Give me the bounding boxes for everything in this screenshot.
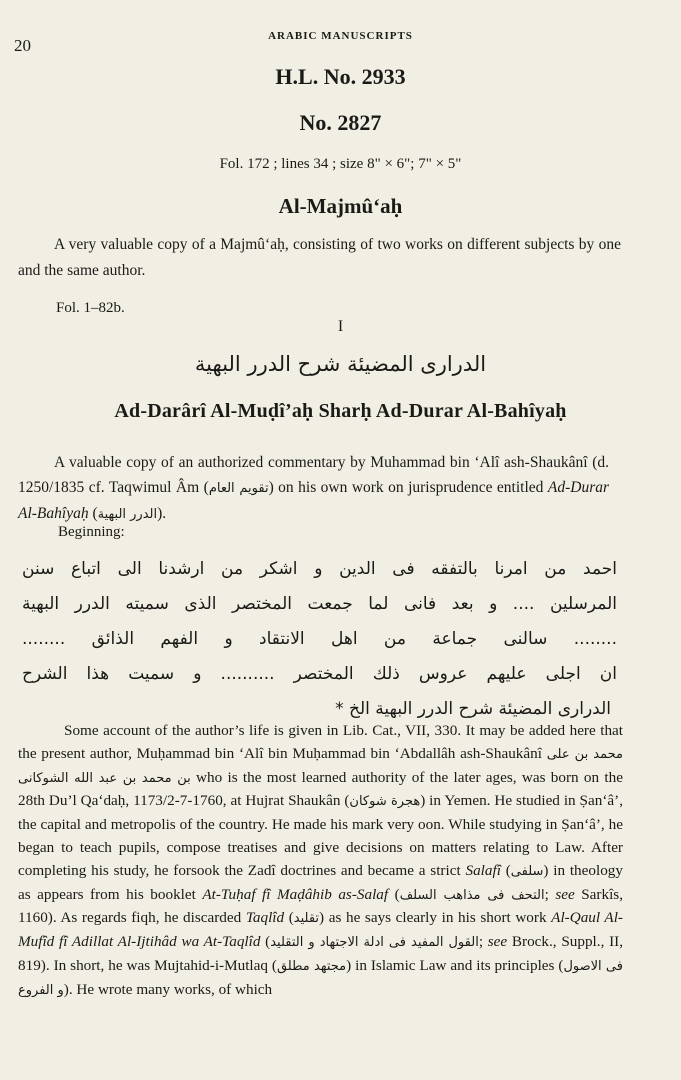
body-text: Sarkîs, 1160). As regards fiqh, he discarded	[18, 885, 623, 927]
description-paragraph: A valuable copy of an authorized commentary by Muhammad bin ‘Alî ash-Shaukânî (d. 1250/1835 cf. Taqwimul Âm (تقويم العام) on his own work on jurisprudence entitled Ad-Durar Al-Bahîyaḥ (الدرر البهية).	[18, 454, 610, 522]
work-title: Ad-Darârî Al-Muḍî’aḥ Sharḥ Ad-Durar Al-Bahîyaḥ	[114, 400, 567, 422]
body-text: ) as he says clearly in his short work	[319, 909, 552, 927]
arabic-incipit	[22, 552, 617, 727]
body-arabic-text: القول المفيد فى ادلة الاجتهاد و التقليد	[270, 935, 479, 951]
body-arabic-text: محمد بن على بن محمد بن عبد الله الشوكانى	[18, 746, 623, 786]
body-text: ;	[478, 933, 488, 951]
arabic-line: الدرارى المضيئة شرح الدرر البهية الخ *	[335, 699, 611, 719]
body-text: (	[500, 861, 511, 879]
arabic-work-title: الدرارى المضيئة شرح الدرر البهية	[194, 352, 487, 376]
body-italic-text: Taqlîd	[245, 909, 285, 927]
arabic-line: ........ سالنى جماعة من اهل الانتقاد و الفهم الذائق ........	[22, 629, 617, 649]
body-arabic-text: فى الاصول و الفروع	[18, 958, 623, 998]
body-text: ) in theology as appears from his booklet	[18, 861, 623, 903]
description-arabic-1: تقويم العام	[208, 481, 269, 496]
body-italic-text: see	[555, 885, 575, 903]
description-arabic-2: الدرر البهية	[97, 507, 158, 522]
body-text: ) in Yemen. He studied in Ṣan‘â’, the capital and metropolis of the country. He made his mark very oon. While studying in Ṣan‘â’, he began to teach pupils, compose treatises and give decisions on matters relating to Law. After completing his study, he forsook the Zadî doctrines and became a strict	[18, 792, 623, 879]
body-arabic-text: تقليد	[293, 911, 320, 927]
description-text-3: ).	[157, 505, 167, 522]
arabic-line: احمد من امرنا بالتفقه فى الدين و اشكر من ارشدنا الى اتباع سنن	[22, 559, 617, 579]
intro-paragraph: A very valuable copy of a Majmû‘aḥ, consisting of two works on different subjects by one and the same author.	[18, 236, 621, 279]
body-text: Some account of the author’s life is given in Lib. Cat., VII, 330. It may be added here that the present author, Muḥammad bin ‘Alî bin Muḥammad bin ‘Abdallâh ash-Shaukânî	[18, 722, 623, 762]
hl-number: H.L. No. 2933	[275, 64, 406, 89]
section-numeral: I	[337, 318, 344, 335]
body-text: (	[284, 909, 294, 927]
description-text-1: A valuable copy of an authorized commentary by Muhammad bin ‘Alî ash-Shaukânî (d. 1250/1835 cf. Taqwimul Âm	[18, 454, 609, 496]
description-text-2: ) on his own work on jurisprudence entitled	[268, 479, 544, 496]
body-arabic-text: سلفى	[510, 863, 544, 879]
folio-info: Fol. 172 ; lines 34 ; size 8" × 6"; 7" × 5"	[219, 156, 462, 172]
body-arabic-text: هجرة شوكان	[349, 794, 421, 810]
body-text: ) in Islamic Law and its principles (	[346, 956, 564, 974]
body-text: who is the most learned authority of the later ages, was born on the 28th Du’l Qa‘daḥ, 1173/2-7-1760, at Hujrat Shaukân (	[18, 768, 623, 810]
folio-range: Fol. 1–82b.	[56, 300, 125, 316]
body-italic-text: see	[487, 933, 508, 951]
description-italic-title: Ad-Durar Al-Bahîyaḥ	[18, 479, 610, 522]
running-head: ARABIC MANUSCRIPTS	[268, 30, 413, 42]
body-italic-text: At-Tuḥaf fî Maḍâhib as-Salaf	[202, 885, 389, 903]
body-italic-text: Salafî	[465, 861, 501, 879]
arabic-line: ان اجلى عليهم عروس ذلك المختصر .......... و سميت هذا الشرح	[22, 664, 617, 684]
collection-title: Al-Majmû‘aḥ	[278, 194, 403, 218]
body-italic-text: Al-Qaul Al-Mufîd fî Adillat Al-Ijtihâd wa At-Taqlîd	[18, 909, 623, 951]
manuscript-number: No. 2827	[299, 110, 382, 135]
page-number: 20	[14, 36, 31, 55]
body-arabic-text: مجتهد مطلق	[276, 958, 347, 974]
body-paragraph	[18, 720, 623, 1003]
body-text: Brock., Suppl., II, 819). In short, he was Mujtahid-i-Mutlaq (	[18, 933, 623, 974]
body-text: (	[388, 885, 400, 903]
body-text: (	[260, 933, 271, 951]
body-arabic-text: التحف فى مذاهب السلف	[399, 887, 545, 903]
beginning-label: Beginning:	[58, 524, 125, 540]
body-text: ;	[544, 885, 556, 903]
body-text: ). He wrote many works, of which	[63, 980, 273, 998]
arabic-line: المرسلين .... و بعد فانى لما جمعت المختصر الذى سميته الدرر البهية	[22, 594, 617, 614]
